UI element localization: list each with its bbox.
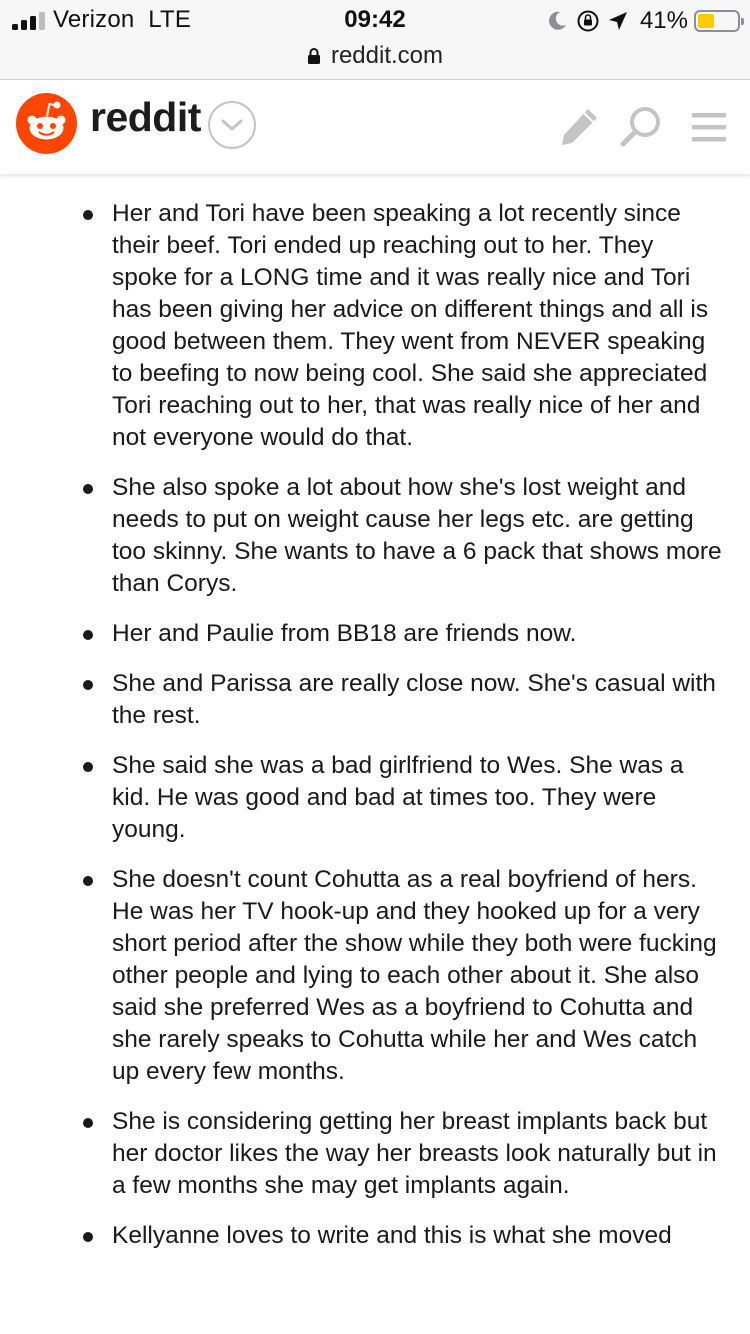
snoo-icon[interactable] xyxy=(16,93,77,154)
list-item-text: She said she was a bad girlfriend to Wes. She was a kid. He was good and bad at times too. They were young. xyxy=(112,752,684,843)
list-item xyxy=(0,618,750,650)
bullet-dot xyxy=(83,1232,93,1242)
list-item-text: She and Parissa are really close now. She's casual with the rest. xyxy=(112,670,716,729)
search-icon xyxy=(618,104,664,150)
list-item xyxy=(0,864,750,1088)
url-domain: reddit.com xyxy=(330,42,444,69)
bullet-dot xyxy=(83,876,93,886)
battery-icon xyxy=(694,10,740,32)
list-item-text: Kellyanne loves to write and this is what she moved xyxy=(112,1222,672,1249)
list-item xyxy=(0,668,750,732)
battery-level-fill xyxy=(698,14,714,28)
status-icons xyxy=(538,6,740,36)
status-time: 09:42 xyxy=(344,6,406,33)
community-dropdown-button[interactable] xyxy=(208,101,256,149)
carrier-name: Verizon xyxy=(53,6,135,33)
battery-nub xyxy=(741,18,744,25)
rotation-lock-icon xyxy=(576,9,600,33)
list-item xyxy=(0,472,750,600)
network-type: LTE xyxy=(148,6,192,33)
browser-chrome xyxy=(0,0,750,80)
list-item-text: She is considering getting her breast implants back but her doctor likes the way her breasts look naturally but in a few months she may get implants again. xyxy=(112,1108,717,1199)
url-bar[interactable] xyxy=(0,40,750,72)
bullet-dot xyxy=(83,630,93,640)
post-body xyxy=(0,198,750,1270)
status-bar xyxy=(0,0,750,40)
list-item-text: She also spoke a lot about how she's lost weight and needs to put on weight cause her legs etc. are getting too skinny. She wants to have a 6 pack that shows more than Corys. xyxy=(112,474,722,597)
reddit-header xyxy=(0,80,750,174)
list-item-text: She doesn't count Cohutta as a real boyfriend of hers. He was her TV hook-up and they hooked up for a very short period after the show while they both were fucking other people and lying to each other about it. She also said she preferred Wes as a boyfriend to Cohutta and she rarely speaks to Cohutta while her and Wes catch up every few months. xyxy=(112,866,717,1085)
bullet-dot xyxy=(83,762,93,772)
list-item xyxy=(0,198,750,454)
list-item-text: Her and Paulie from BB18 are friends now. xyxy=(112,620,577,647)
chevron-down-icon xyxy=(220,117,244,133)
pencil-icon xyxy=(558,106,600,148)
list-item xyxy=(0,1106,750,1202)
bullet-dot xyxy=(83,484,93,494)
location-arrow-icon xyxy=(608,11,628,31)
bullet-dot xyxy=(83,210,93,220)
bullet-dot xyxy=(83,1118,93,1128)
menu-icon xyxy=(690,110,728,144)
list-item xyxy=(0,1220,750,1252)
battery-percent: 41% xyxy=(639,7,688,34)
bullet-dot xyxy=(83,680,93,690)
list-item xyxy=(0,750,750,846)
list-item-text: Her and Tori have been speaking a lot recently since their beef. Tori ended up reaching out to her. They spoke for a LONG time and it was really nice and Tori has been giving her advice on different things and all is good between them. They went from NEVER speaking to beefing to now being cool. She said she appreciated Tori reaching out to her, that was really nice of her and not everyone would do that. xyxy=(112,200,709,451)
create-post-button[interactable] xyxy=(556,104,602,150)
bullet-list xyxy=(0,198,750,1252)
moon-icon xyxy=(546,10,568,32)
menu-button[interactable] xyxy=(686,104,732,150)
lock-icon xyxy=(307,47,321,65)
reddit-wordmark[interactable]: reddit xyxy=(90,94,201,140)
search-button[interactable] xyxy=(618,104,664,150)
